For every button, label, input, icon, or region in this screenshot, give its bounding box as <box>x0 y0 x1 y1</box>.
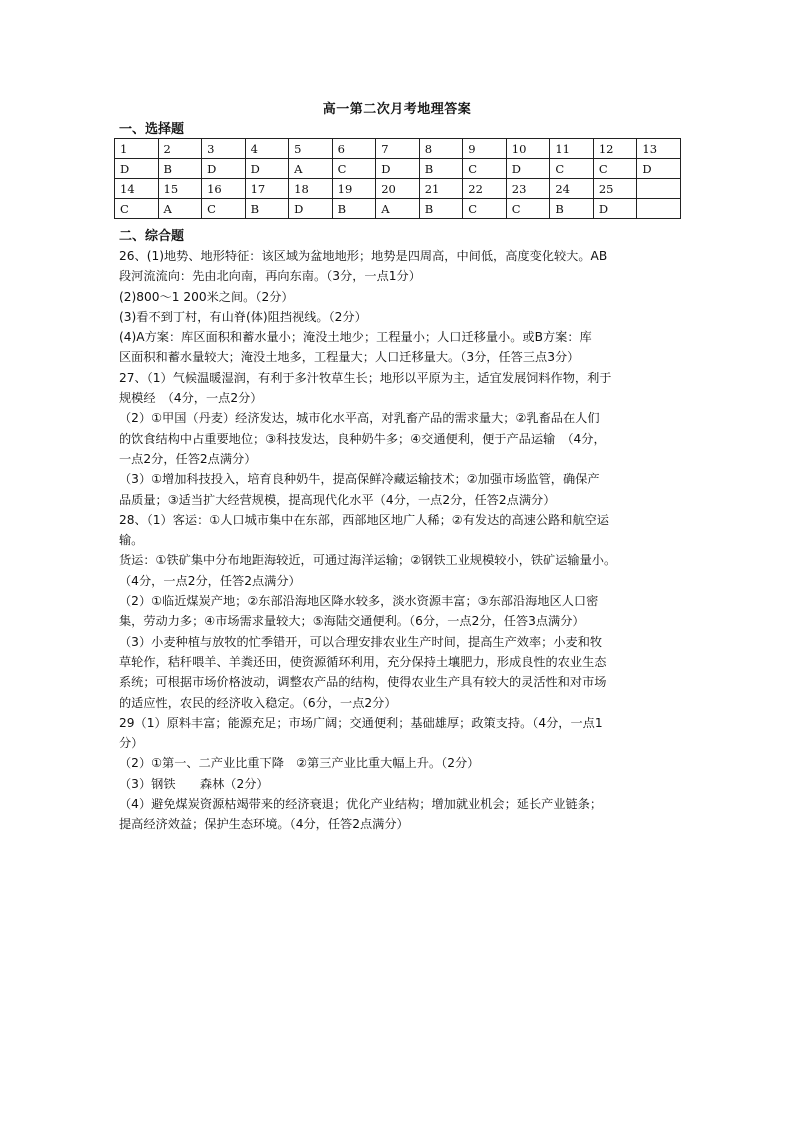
answer-cell: A <box>158 199 202 219</box>
answer-cell: A <box>376 199 420 219</box>
answer-cell: D <box>593 199 637 219</box>
answer-text-line: （4）避免煤炭资源枯竭带来的经济衰退；优化产业结构；增加就业机会；延长产业链条； <box>119 797 603 812</box>
answer-text-line: 提高经济效益；保护生态环境。（4分，任答2点满分） <box>119 817 409 832</box>
answer-text-line: （3）钢铁 森林（2分） <box>119 776 269 791</box>
question-number-cell: 3 <box>202 139 246 159</box>
answer-cell: D <box>289 199 333 219</box>
question-number-cell <box>637 179 681 199</box>
answer-text-line: 段河流流向：先由北向南，再向东南。（3分，一点1分） <box>119 269 421 284</box>
question-number-cell: 2 <box>158 139 202 159</box>
question-number-row <box>115 179 681 199</box>
answer-text-line: （2）①临近煤炭产地；②东部沿海地区降水较多，淡水资源丰富；③东部沿海地区人口密 <box>119 594 599 609</box>
answer-text-line: 输。 <box>119 533 144 548</box>
question-number-cell: 10 <box>506 139 550 159</box>
answer-cell: C <box>463 199 507 219</box>
answer-cell: D <box>506 159 550 179</box>
answer-cell: B <box>158 159 202 179</box>
question-number-cell: 25 <box>593 179 637 199</box>
answer-cell: C <box>506 199 550 219</box>
comprehensive-answers <box>119 246 684 835</box>
answer-cell: D <box>202 159 246 179</box>
answer-cell: B <box>419 199 463 219</box>
answer-text-line: (3)看不到丁村，有山脊(体)阻挡视线。（2分） <box>119 309 367 324</box>
answer-text-line: （3）①增加科技投入，培育良种奶牛，提高保鲜冷藏运输技术；②加强市场监管，确保产 <box>119 472 600 487</box>
answer-text-line: 分） <box>119 736 144 751</box>
answer-text-line: 一点2分，任答2点满分） <box>119 451 257 466</box>
question-number-cell: 7 <box>376 139 420 159</box>
answer-text-line: （2）①甲国（丹麦）经济发达，城市化水平高，对乳畜产品的需求量大；②乳畜品在人们 <box>119 411 600 426</box>
answer-text-line: 草轮作，秸秆喂羊、羊粪还田，使资源循环利用，充分保持土壤肥力，形成良性的农业生态 <box>119 654 607 669</box>
question-number-cell: 6 <box>332 139 376 159</box>
question-number-cell: 22 <box>463 179 507 199</box>
answer-cell: D <box>376 159 420 179</box>
answer-text-line: (4)A方案：库区面积和蓄水量小；淹没土地少；工程量小；人口迁移量小。或B方案：库 <box>119 330 592 345</box>
answer-cell: B <box>419 159 463 179</box>
question-number-cell: 21 <box>419 179 463 199</box>
question-number-cell: 8 <box>419 139 463 159</box>
answer-text-line: 28、（1）客运：①人口城市集中在东部，西部地区地广人稀；②有发达的高速公路和航空运 <box>119 512 609 527</box>
answer-cell: B <box>245 199 289 219</box>
answer-cell: D <box>245 159 289 179</box>
question-number-cell: 15 <box>158 179 202 199</box>
answer-text-line: 区面积和蓄水量较大；淹没土地多，工程量大；人口迁移量大。（3分，任答三点3分） <box>119 350 580 365</box>
answer-text-line: (2)800～1 200米之间。（2分） <box>119 289 294 304</box>
answer-cell: C <box>332 159 376 179</box>
question-number-cell: 18 <box>289 179 333 199</box>
question-number-cell: 13 <box>637 139 681 159</box>
section-heading-multiple-choice: 一、选择题 <box>119 122 185 137</box>
answer-text-line: 集，劳动力多；④市场需求量较大；⑤海陆交通便利。（6分，一点2分，任答3点满分） <box>119 614 585 629</box>
answer-key-table <box>114 138 681 219</box>
answer-text-line: （4分，一点2分，任答2点满分） <box>119 573 301 588</box>
answer-cell: C <box>202 199 246 219</box>
answer-cell: C <box>593 159 637 179</box>
answer-cell: C <box>463 159 507 179</box>
question-number-cell: 23 <box>506 179 550 199</box>
question-number-cell: 11 <box>550 139 594 159</box>
answer-cell: B <box>550 199 594 219</box>
question-number-row <box>115 139 681 159</box>
answer-text-line: 品质量；③适当扩大经营规模，提高现代化水平（4分，一点2分，任答2点满分） <box>119 492 556 507</box>
answer-text-line: 系统；可根据市场价格波动，调整农产品的结构，使得农业生产具有较大的灵活性和对市场 <box>119 675 607 690</box>
question-number-cell: 14 <box>115 179 159 199</box>
question-number-cell: 5 <box>289 139 333 159</box>
answer-row <box>115 199 681 219</box>
section-heading-comprehensive: 二、综合题 <box>119 229 185 244</box>
answer-text-line: 的适应性，农民的经济收入稳定。（6分，一点2分） <box>119 695 397 710</box>
question-number-cell: 1 <box>115 139 159 159</box>
answer-text-line: 27、（1）气候温暖湿润，有利于多汁牧草生长；地形以平原为主，适宜发展饲料作物，利于 <box>119 370 612 385</box>
answer-text-line: 的饮食结构中占重要地位；③科技发达，良种奶牛多；④交通便利，便于产品运输 （4分， <box>119 431 606 446</box>
question-number-cell: 19 <box>332 179 376 199</box>
question-number-cell: 20 <box>376 179 420 199</box>
question-number-cell: 9 <box>463 139 507 159</box>
answer-text-line: （3）小麦种植与放牧的忙季错开，可以合理安排农业生产时间，提高生产效率；小麦和牧 <box>119 634 603 649</box>
answer-text-line: 26、(1)地势、地形特征：该区域为盆地地形；地势是四周高，中间低，高度变化较大。AB <box>119 249 608 263</box>
page-title: 高一第二次月考地理答案 <box>322 102 472 117</box>
answer-cell: B <box>332 199 376 219</box>
answer-text-line: 规模经 （4分，一点2分） <box>119 391 263 406</box>
answer-cell: A <box>289 159 333 179</box>
question-number-cell: 24 <box>550 179 594 199</box>
question-number-cell: 16 <box>202 179 246 199</box>
answer-text-line: 29（1）原料丰富；能源充足；市场广阔；交通便利；基础雄厚；政策支持。（4分，一点1 <box>119 715 603 730</box>
answer-row <box>115 159 681 179</box>
question-number-cell: 12 <box>593 139 637 159</box>
answer-cell <box>637 199 681 219</box>
answer-cell: C <box>550 159 594 179</box>
question-number-cell: 4 <box>245 139 289 159</box>
answer-cell: D <box>637 159 681 179</box>
answer-cell: C <box>115 199 159 219</box>
answer-text-line: 货运：①铁矿集中分布地距海较近，可通过海洋运输；②钢铁工业规模较小，铁矿运输量小。 <box>119 553 617 568</box>
answer-cell: D <box>115 159 159 179</box>
answer-text-line: （2）①第一、二产业比重下降 ②第三产业比重大幅上升。（2分） <box>119 756 480 771</box>
question-number-cell: 17 <box>245 179 289 199</box>
